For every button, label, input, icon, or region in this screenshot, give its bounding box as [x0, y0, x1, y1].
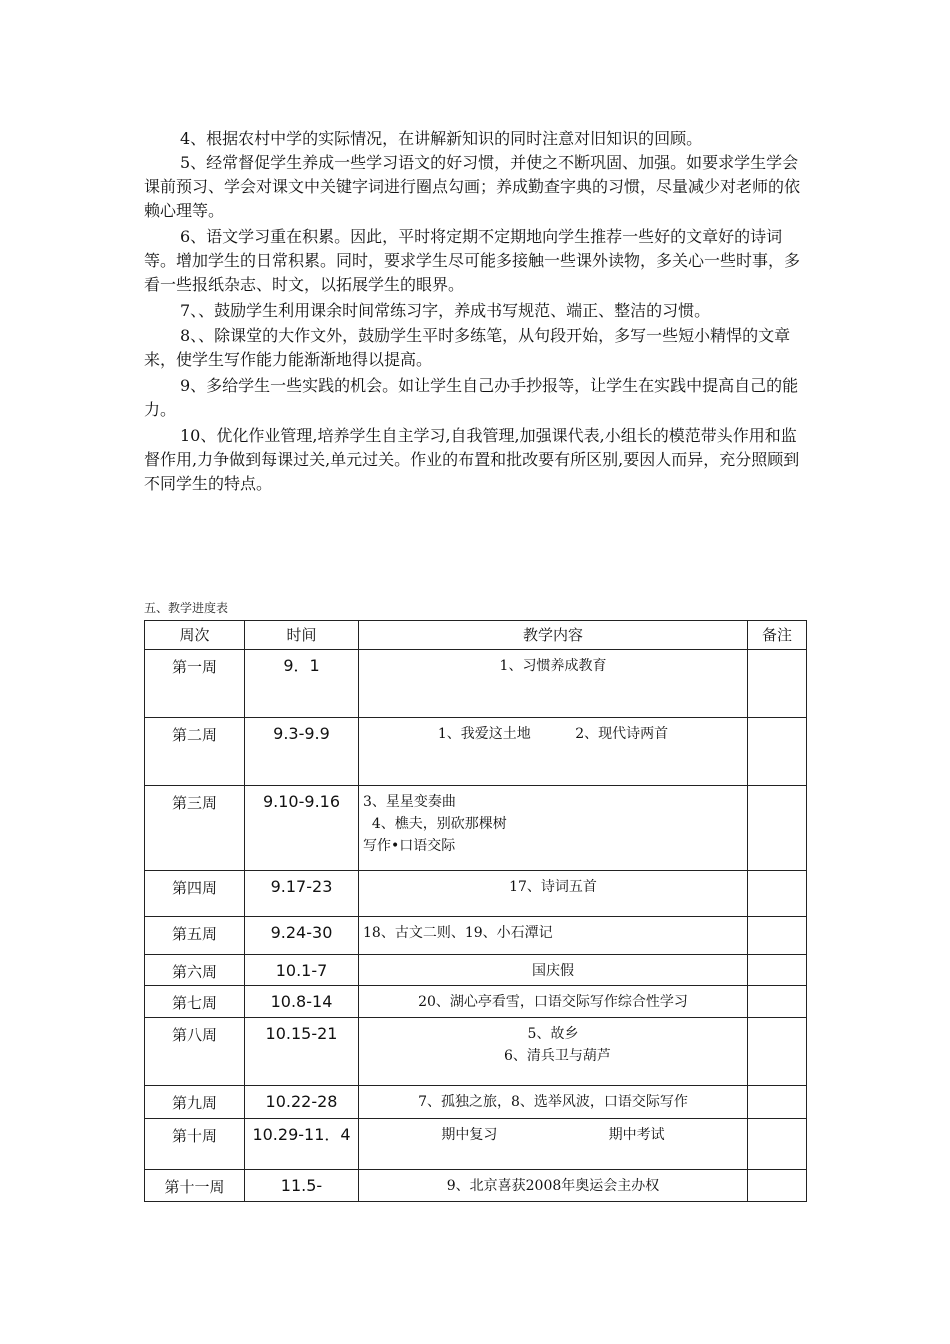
week-cell: 第四周 — [145, 871, 245, 917]
content-line: 5、故乡 — [527, 1026, 579, 1042]
header-time: 时间 — [245, 621, 359, 650]
note-cell — [748, 986, 807, 1018]
content-cell — [359, 718, 748, 786]
time-cell: 11.5- — [245, 1170, 359, 1202]
time-cell: 9．1 — [245, 650, 359, 718]
content-cell — [359, 955, 748, 986]
table-row — [145, 871, 807, 917]
week-cell: 第七周 — [145, 986, 245, 1018]
table-row — [145, 1018, 807, 1086]
content-line: 国庆假 — [532, 963, 574, 979]
section-title: 五、教学进度表 — [144, 601, 229, 615]
week-cell: 第九周 — [145, 1086, 245, 1119]
paragraph-7: 7、、鼓励学生利用课余时间常练习字，养成书写规范、端正、整洁的习惯。 — [180, 301, 711, 320]
table-row — [145, 955, 807, 986]
content-cell — [359, 786, 748, 871]
content-line: 1、习惯养成教育 — [499, 658, 607, 674]
time-cell: 9.17-23 — [245, 871, 359, 917]
content-cell — [359, 650, 748, 718]
content-line: 期中复习 期中考试 — [441, 1127, 665, 1143]
paragraph-4: 4、根据农村中学的实际情况，在讲解新知识的同时注意对旧知识的回顾。 — [180, 129, 703, 148]
time-cell: 10.1-7 — [245, 955, 359, 986]
note-cell — [748, 718, 807, 786]
content-line: 20、湖心亭看雪，口语交际写作综合性学习 — [418, 994, 688, 1010]
paragraph-6: 6、语文学习重在积累。因此，平时将定期不定期地向学生推荐一些好的文章好的诗词等。增加学生的日常积累。同时，要求学生尽可能多接触一些课外读物，多关心一些时事，多看一些报纸杂志、时文，以拓展学生的眼界。 — [144, 227, 801, 294]
paragraph-5: 5、经常督促学生养成一些学习语文的好习惯，并使之不断巩固、加强。如要求学生学会课前预习、学会对课文中关键字词进行圈点勾画；养成勤查字典的习惯，尽量减少对老师的依赖心理等。 — [144, 153, 801, 220]
table-row — [145, 1170, 807, 1202]
content-cell — [359, 1119, 748, 1170]
note-cell — [748, 1018, 807, 1086]
note-cell — [748, 917, 807, 955]
table-row — [145, 786, 807, 871]
table-row — [145, 986, 807, 1018]
paragraph-8: 8、、除课堂的大作文外，鼓励学生平时多练笔，从句段开始，多写一些短小精悍的文章来，使学生写作能力能渐渐地得以提高。 — [144, 326, 791, 369]
table-row — [145, 1119, 807, 1170]
time-cell: 9.24-30 — [245, 917, 359, 955]
week-cell: 第八周 — [145, 1018, 245, 1086]
content-line: 7、孤独之旅，8、选举风波，口语交际写作 — [418, 1094, 688, 1110]
note-cell — [748, 650, 807, 718]
table-row — [145, 1086, 807, 1119]
content-line: 写作•口语交际 — [363, 838, 456, 854]
note-cell — [748, 1170, 807, 1202]
week-cell: 第二周 — [145, 718, 245, 786]
table-row — [145, 650, 807, 718]
time-cell: 10.15-21 — [245, 1018, 359, 1086]
header-content: 教学内容 — [359, 621, 748, 650]
table-row — [145, 718, 807, 786]
content-cell — [359, 986, 748, 1018]
paragraph-10: 10、优化作业管理,培养学生自主学习,自我管理,加强课代表,小组长的模范带头作用和监督作用,力争做到每课过关,单元过关。作业的布置和批改要有所区别,要因人而异，充分照顾到不同学生的特点。 — [144, 426, 800, 493]
time-cell: 10.22-28 — [245, 1086, 359, 1119]
content-line: 17、诗词五首 — [509, 879, 597, 895]
week-cell: 第六周 — [145, 955, 245, 986]
week-cell: 第一周 — [145, 650, 245, 718]
week-cell: 第十周 — [145, 1119, 245, 1170]
table-row — [145, 917, 807, 955]
header-week: 周次 — [145, 621, 245, 650]
note-cell — [748, 871, 807, 917]
note-cell — [748, 1086, 807, 1119]
note-cell — [748, 955, 807, 986]
content-line: 4、樵夫，别砍那棵树 — [363, 816, 507, 832]
content-line: 6、清兵卫与葫芦 — [495, 1048, 611, 1064]
content-cell — [359, 1018, 748, 1086]
teaching-schedule-table — [144, 620, 807, 1202]
time-cell: 10.8-14 — [245, 986, 359, 1018]
content-line: 3、星星变奏曲 — [363, 794, 456, 810]
time-cell: 9.3-9.9 — [245, 718, 359, 786]
week-cell: 第三周 — [145, 786, 245, 871]
time-cell: 9.10-9.16 — [245, 786, 359, 871]
table-header-row — [145, 621, 807, 650]
content-line: 9、北京喜获2008年奥运会主办权 — [446, 1178, 660, 1194]
note-cell — [748, 1119, 807, 1170]
header-note: 备注 — [748, 621, 807, 650]
content-cell — [359, 917, 748, 955]
content-line: 18、古文二则、19、小石潭记 — [363, 925, 553, 941]
week-cell: 第十一周 — [145, 1170, 245, 1202]
paragraph-9: 9、多给学生一些实践的机会。如让学生自己办手抄报等，让学生在实践中提高自己的能力。 — [144, 376, 799, 419]
content-cell — [359, 1170, 748, 1202]
content-line: 1、我爱这土地 2、现代诗两首 — [437, 726, 669, 742]
content-cell — [359, 871, 748, 917]
time-cell: 10.29-11．4 — [245, 1119, 359, 1170]
week-cell: 第五周 — [145, 917, 245, 955]
content-cell — [359, 1086, 748, 1119]
note-cell — [748, 786, 807, 871]
